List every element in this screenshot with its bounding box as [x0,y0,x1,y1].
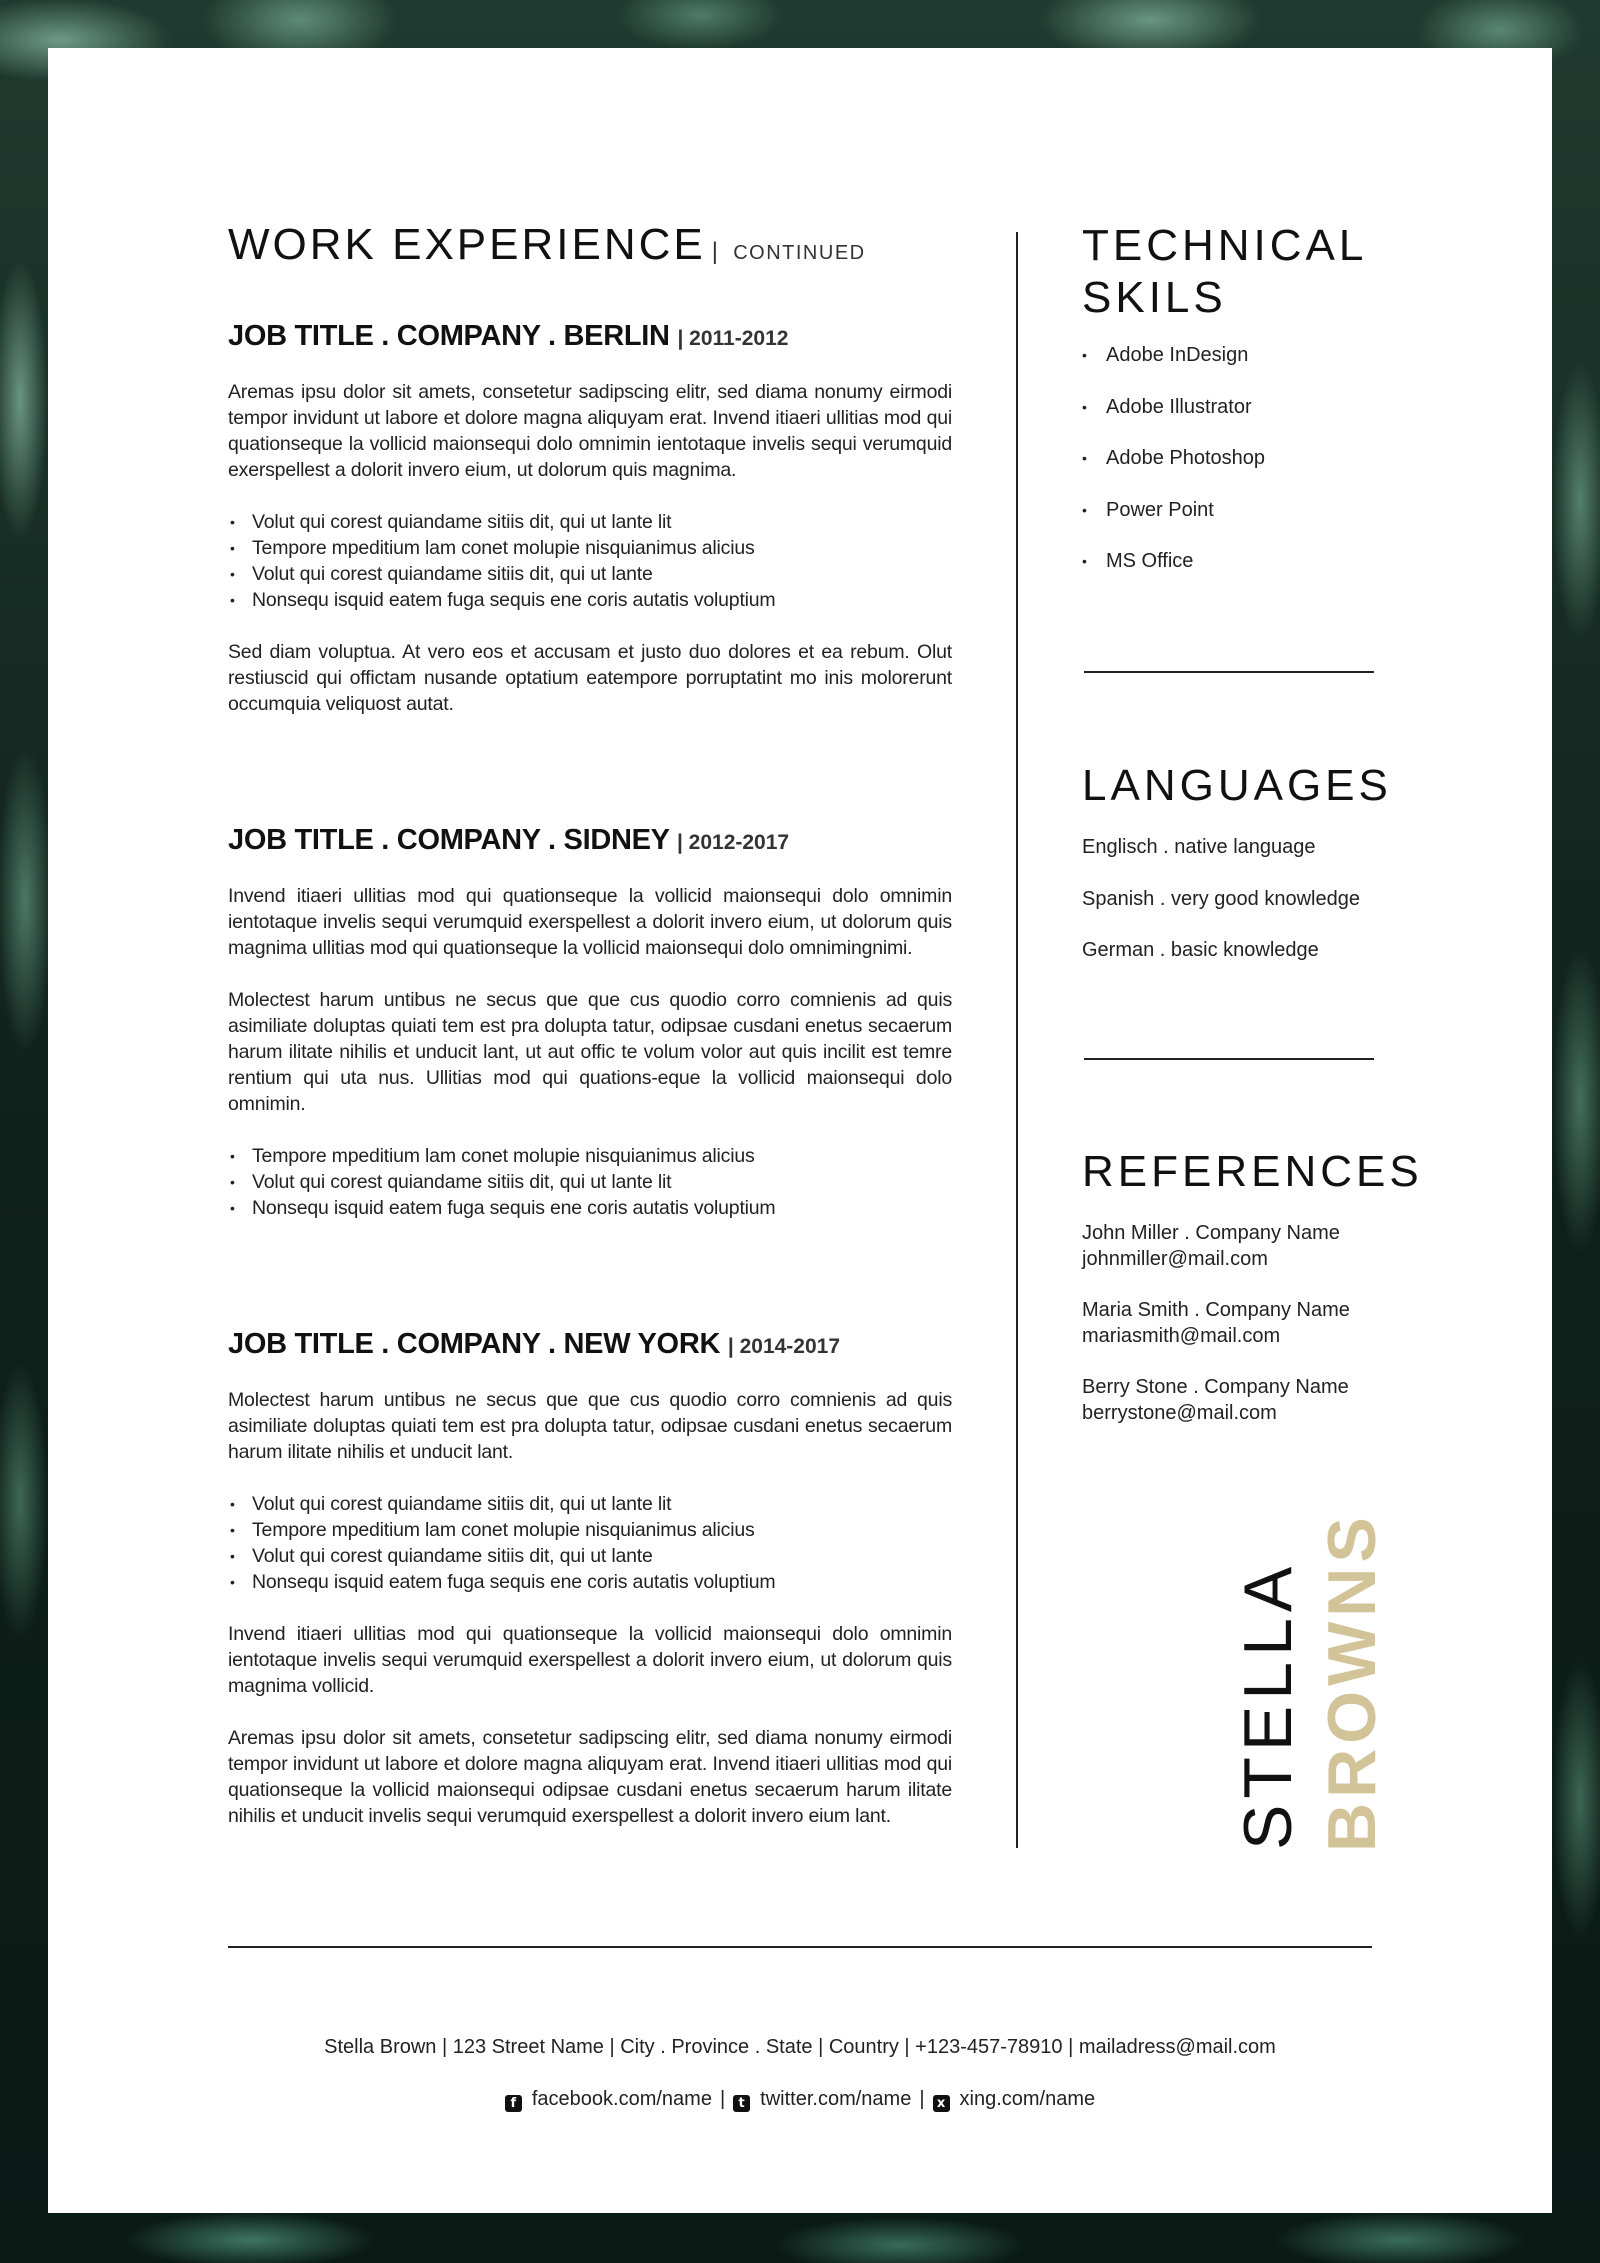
job-title [228,1324,952,1367]
title-separator: | [711,238,718,265]
list-item: • Adobe Photoshop [1082,447,1266,470]
list-item: • Volut qui corest quiandame sitiis dit, qui ut lante lit [230,1493,672,1515]
list-item: • Adobe Illustrator [1082,395,1252,418]
job-bullet-list [228,1143,952,1221]
work-experience-heading: WORK EXPERIENCE [228,220,706,269]
skills-list [1082,342,1265,600]
list-item: German . basic knowledge [1082,939,1319,962]
job-description: Aremas ipsu dolor sit amets, consetetur sadipscing elitr, sed diama nonumy eirmodi tempor invidunt ut labore et dolore magna aliquyam erat. Invend itiaeri ullitias mod qui quationseque la vollicid maionsequi odipsae cusdani enetus secaerum harum ilitate nihilis et unducit invelis sequi verumquid exerspellest a dolorit invero eium lant. [228,1727,952,1827]
resume-page [48,48,1552,2213]
job-bullet-list [228,509,952,613]
list-item: • Nonsequ isquid eatem fuga sequis ene coris autatis voluptium [230,1571,776,1593]
reference-name: Berry Stone . Company Name [1082,1376,1349,1398]
list-item: Englisch . native language [1082,836,1316,858]
social-link-facebook[interactable]: f facebook.com/name [505,2088,712,2110]
job-description: Molectest harum untibus ne secus que que cus quodio corro comnienis ad quis asimiliate doluptas quiati tem est pra dolupta tatur, odipsae cusdani enetus secaerum harum ilitate nihilis et unducit lant, ut aut offic te volum volor aut quis incilit est temre rentium qui uta nus. Ullitias mod qui quations-eque la vollicid maionsequi dolo omnimin. [228,989,952,1115]
job-title-text: JOB TITLE . COMPANY . BERLIN [228,320,670,352]
name-last: BROWNS [1314,1512,1390,1852]
section-divider [1084,671,1374,673]
job-description: Invend itiaeri ullitias mod qui quationseque la vollicid maionsequi dolo omnimin ientotaque invelis sequi verumquid exerspellest a dolorit invero eium, ut dolorum quis magnima vollicid. [228,1623,952,1697]
list-item: • Tempore mpeditium lam conet molupie nisquianimus alicius [230,537,755,559]
twitter-icon: t [733,2095,750,2112]
reference-email[interactable]: berrystone@mail.com [1082,1402,1277,1424]
reference-name: John Miller . Company Name [1082,1222,1340,1244]
list-item: • Tempore mpeditium lam conet molupie nisquianimus alicius [230,1519,755,1541]
job-title-text: JOB TITLE . COMPANY . SIDNEY [228,824,670,856]
list-item: • Volut qui corest quiandame sitiis dit, qui ut lante lit [230,1171,672,1193]
job-years: | 2014-2017 [727,1335,841,1358]
job-description: Invend itiaeri ullitias mod qui quationseque la vollicid maionsequi dolo omnimin ientotaque invelis sequi verumquid exerspellest a dolorit invero eium, ut dolorum quis magnima ullitias mod qui quationseque la vollicid maionsequi dolo omnimingnimi. [228,885,952,959]
job-description: Aremas ipsu dolor sit amets, consetetur sadipscing elitr, sed diama nonumy eirmodi tempor invidunt ut labore et dolore magna aliquyam erat. Invend itiaeri ullitias mod qui quationseque la vollicid maionsequi dolo omnimin ientotaque invelis sequi verumquid exerspellest a dolorit invero eium, ut dolorum quis magnima. [228,381,952,481]
references-heading: REFERENCES [1082,1147,1423,1196]
separator: | [719,2088,726,2110]
list-item: • Nonsequ isquid eatem fuga sequis ene coris autatis voluptium [230,1197,776,1219]
technical-skills-heading: TECHNICAL SKILS [1082,221,1368,322]
reference-email[interactable]: johnmiller@mail.com [1082,1248,1268,1270]
section-title-work-experience [228,220,866,270]
reference-name: Maria Smith . Company Name [1082,1299,1350,1321]
languages-list [1082,834,1360,989]
list-item: • MS Office [1082,550,1194,573]
languages-heading: LANGUAGES [1082,761,1392,810]
list-item: • Volut qui corest quiandame sitiis dit, qui ut lante [230,563,653,585]
references-list [1082,1220,1350,1451]
list-item: • Volut qui corest quiandame sitiis dit, qui ut lante [230,1545,653,1567]
list-item: Spanish . very good knowledge [1082,887,1360,910]
section-divider [1084,1058,1374,1060]
job-entry-berlin [228,316,952,717]
reference-email[interactable]: mariasmith@mail.com [1082,1325,1281,1347]
social-link-xing[interactable]: x xing.com/name [933,2088,1096,2110]
job-entry-new-york [228,1324,952,1829]
job-bullet-list [228,1491,952,1595]
reference-item [1082,1297,1350,1349]
separator: | [919,2088,925,2110]
facebook-icon: f [505,2095,522,2112]
job-description: Molectest harum untibus ne secus que que cus quodio corro comnienis ad quis asimiliate doluptas quiati tem est pra dolupta tatur, odipsae cusdani enetus secaerum harum ilitate nihilis et unducit lant. [228,1389,952,1463]
job-summary: Sed diam voluptua. At vero eos et accusam et justo duo dolores et ea rebum. Olut restiuscid qui offictam nusande optatium eatempore porruptatint mo inis molorerunt occumquia veliquost autat. [228,641,952,715]
list-item: • Tempore mpeditium lam conet molupie nisquianimus alicius [230,1145,755,1167]
name-first: STELLA [1230,1560,1306,1850]
work-experience-subtitle: CONTINUED [733,242,866,264]
footer-divider [228,1946,1372,1948]
job-entry-sidney [228,820,952,1221]
list-item: • Adobe InDesign [1082,344,1249,366]
xing-icon: x [933,2095,950,2112]
footer-social-links [48,2088,1552,2112]
job-years: | 2012-2017 [676,831,790,854]
job-title-text: JOB TITLE . COMPANY . NEW YORK [228,1328,721,1360]
list-item: • Volut qui corest quiandame sitiis dit, qui ut lante lit [230,511,672,533]
list-item: • Power Point [1082,498,1214,521]
column-divider [1016,232,1018,1848]
job-title [228,316,952,359]
job-years: | 2011-2012 [677,327,789,350]
reference-item [1082,1220,1350,1272]
reference-item [1082,1374,1350,1426]
list-item: • Nonsequ isquid eatem fuga sequis ene coris autatis voluptium [230,589,776,611]
job-title [228,820,952,863]
social-link-twitter[interactable]: t twitter.com/name [733,2088,911,2110]
footer-contact: Stella Brown | 123 Street Name | City . Province . State | Country | +123-457-78910 | mailadress@mail.com [324,2036,1276,2058]
